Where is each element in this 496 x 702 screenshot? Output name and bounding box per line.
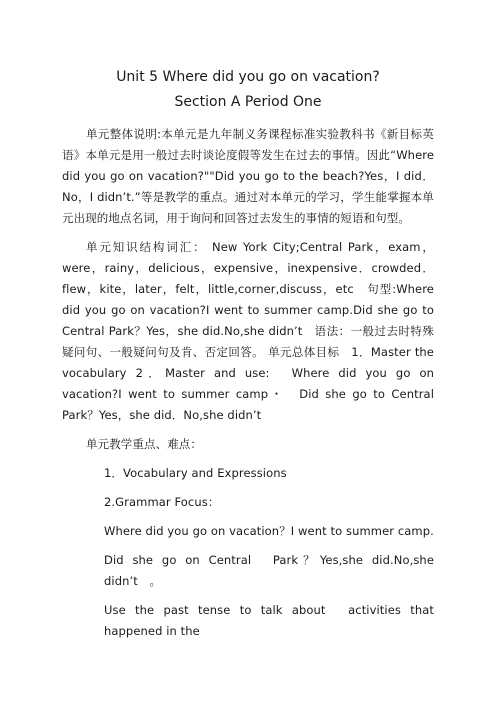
focus-heading: 单元教学重点、难点： bbox=[86, 437, 202, 451]
focus-item-grammar: 2.Grammar Focus： bbox=[104, 495, 220, 509]
document-subtitle: Section A Period One bbox=[174, 94, 322, 110]
overview-paragraph: 单元整体说明:本单元是九年制义务课程标准实验教科书《新目标英语》本单元是用一般过去时谈论度假等发生在过去的事情。因此“Where did you go on vacation?""Did you go to the beach?Yes，I did．No，I didn’t.”等是教学的重点。通过对本单元的学习，学生能掌握本单元出现的地点名词，用于询问和回答过去发生的事情的短语和句型。 bbox=[62, 127, 434, 225]
focus-item-past-tense: Use the past tense to talk about activities that happened in the bbox=[104, 603, 434, 638]
document-title: Unit 5 Where did you go on vacation? bbox=[116, 69, 380, 85]
focus-item-question-1: Where did you go on vacation？I went to summer camp. bbox=[104, 524, 434, 538]
focus-item-vocabulary: 1．Vocabulary and Expressions bbox=[104, 466, 287, 480]
focus-item-question-2: Did she go on Central Park？Yes,she did.No,she didn’t 。 bbox=[104, 553, 434, 588]
knowledge-paragraph: 单元知识结构词汇： New York City;Central Park，exam，were，rainy，delicious，expensive，inexpensive．crowded．flew，kite，later，felt，little,corner,discuss，etc 句型:Where did you go on vacation?I went to summer camp.Did she go to Central Park？Yes，she did.No,she didn’t 语法：一般过去时特殊疑问句、一般疑问句及肯、否定回答。 单元总体目标 1．Master the vocabulary 2．Master and use: Where did you go on vacation?I went to summer camp・ Did she go to Central Park？Yes，she did．No,she didn’t bbox=[62, 240, 434, 422]
